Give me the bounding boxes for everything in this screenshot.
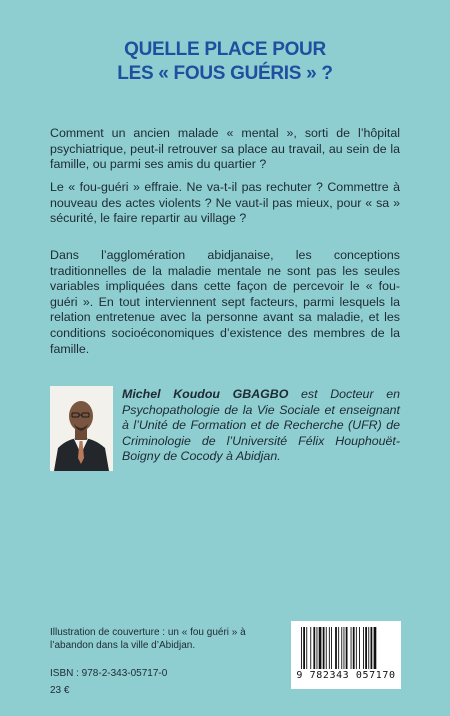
cover-illustration-credit: Illustration de couverture : un « fou guéri » à l’abandon dans la ville d’Abidjan.: [50, 627, 246, 651]
barcode-digits: 9 782343 057170: [296, 670, 396, 681]
price: 23 €: [50, 685, 70, 696]
author-portrait-image: [50, 386, 113, 471]
summary-paragraph-1: Comment un ancien malade « mental », sorti de l’hôpital psychiatrique, peut-il retrouver sa place au travail, au sein de la famille, ou parmi ses amis du quartier ?: [50, 126, 400, 172]
author-bio-text: est Docteur en Psychopathologie de la Vie Sociale et enseignant à l’Unité de Formation et de Recherche (UFR) de Criminologie de l’Université Félix Houphouët-Boigny de Cocody à Abidjan.: [122, 387, 400, 464]
summary-paragraph-3: Dans l’agglomération abidjanaise, les conceptions traditionnelles de la maladie mentale ne sont pas les seules variables impliquées dans cette façon de percevoir le « fou-guéri ». En tout interviennent sept facteurs, parmi lesquels la relation entretenue avec la personne avant sa maladie, et les conditions socioéconomiques d’existence des membres de la famille.: [50, 248, 400, 356]
barcode: [291, 621, 401, 689]
author-bio: [122, 387, 400, 465]
summary-paragraph-2: Le « fou-guéri » effraie. Ne va-t-il pas rechuter ? Commettre à nouveau des actes violents ? Ne vaut-il pas mieux, pour « sa » sécurité, le faire repartir au village ?: [50, 180, 400, 226]
isbn: ISBN : 978-2-343-05717-0: [50, 668, 168, 679]
barcode-bars-image: [299, 627, 393, 669]
book-title-line-2: LES « FOUS GUÉRIS » ?: [117, 63, 333, 84]
book-title-line-1: QUELLE PLACE POUR: [124, 39, 326, 60]
author-photo: [50, 386, 113, 471]
book-title: [0, 38, 450, 86]
author-name: Michel Koudou GBAGBO: [122, 387, 289, 401]
